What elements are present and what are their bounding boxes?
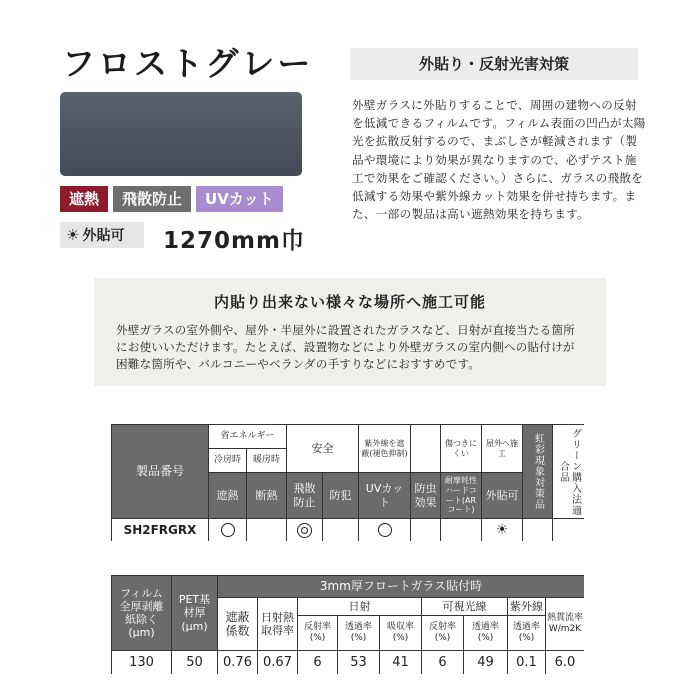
solar-header: 日射 [298, 598, 422, 616]
row-outdoor [482, 519, 523, 541]
green-header [553, 425, 584, 519]
val-solar-absorb: 41 [380, 651, 422, 674]
col-hardcoat: 耐摩耗性ハードコート(ARコート) [441, 473, 482, 519]
uv-group-header: 紫外線を遮蔽(褪色抑制) [359, 425, 411, 473]
color-swatch [60, 92, 302, 176]
solar-absorb-header: 吸収率(%) [380, 616, 422, 651]
heating-header: 暖房時 [247, 449, 287, 473]
val-solar-transmit: 53 [338, 651, 380, 674]
row-insect [411, 519, 441, 541]
col-outdoor: 外貼可 [482, 473, 523, 519]
visible-reflect-header: 反射率(%) [422, 616, 464, 651]
product-no-header: 製品番号 [112, 425, 209, 519]
val-visible-transmit: 49 [464, 651, 508, 674]
solar-gain-header: 日射熱取得率 [258, 598, 298, 651]
safety-header: 安全 [287, 425, 359, 473]
product-title: フロストグレー [62, 44, 314, 83]
uv-transmit-header: 透過率(%) [508, 616, 546, 651]
col-uv: UVカット [359, 473, 411, 519]
visible-header: 可視光線 [422, 598, 508, 616]
double-circle-mark-icon [297, 523, 312, 538]
row-green [553, 519, 584, 541]
row-product-no: SH2FRGRX [112, 519, 209, 541]
row-crime [323, 519, 359, 541]
section-heading: 外貼り・反射光害対策 [350, 48, 638, 80]
thickness-header: フィルム全厚剥離紙除く(μm) [112, 576, 172, 651]
row-insulation [247, 519, 287, 541]
badge-heat: 遮熱 [60, 186, 108, 212]
info-heading: 内貼り出来ない様々な場所へ施工可能 [213, 293, 486, 311]
sun-icon: ☀ [495, 521, 509, 538]
energy-header: 省エネルギー [209, 425, 287, 449]
feature-badges [60, 186, 283, 212]
col-shatter: 飛散防止 [287, 473, 323, 519]
val-solar-reflect: 6 [298, 651, 338, 674]
val-uv-transmit: 0.1 [508, 651, 546, 674]
col-insect: 防虫効果 [411, 473, 441, 519]
col-crime: 防犯 [323, 473, 359, 519]
sun-icon: ☀ [66, 225, 80, 244]
row-uv [359, 519, 411, 541]
circle-mark-icon [221, 523, 235, 537]
outside-chip [60, 222, 144, 248]
blank-header [411, 425, 441, 473]
solar-transmit-header: 透過率(%) [338, 616, 380, 651]
outdoor-group-header: 屋外へ施工 [482, 425, 523, 473]
glass-header: 3mm厚フロートガラス貼付時 [218, 576, 584, 598]
circle-mark-icon [378, 523, 392, 537]
badge-shatter: 飛散防止 [113, 186, 191, 212]
shading-header: 遮蔽係数 [218, 598, 258, 651]
section-body: 外壁ガラスに外貼りすることで、周囲の建物への反射を低減できるフィルムです。フィルム表面の凹凸が太陽光を拡散反射するので、まぶしさが軽減されます（製品や環境により効果が異なりますので、必ずテスト施工で効果をご確認ください。）さらに、ガラスの飛散を低減する効果や紫外線カット効果を併せ持ちます。また、一部の製品は高い遮熱効果を持ちます。 [352, 98, 646, 222]
visible-transmit-header: 透過率(%) [464, 616, 508, 651]
pet-header: PET基材厚(μm) [172, 576, 218, 651]
film-width: 1270mm巾 [163, 228, 305, 254]
feature-table [111, 424, 584, 541]
scratch-header: 傷つきにくい [441, 425, 482, 473]
info-body: 外壁ガラスの室外側や、屋外・半屋外に設置されたガラスなど、日射が直接当たる箇所にお使いいただけます。たとえば、設置物などにより外壁ガラスの室内側への貼付けが困難な箇所や、バルコニーやベランダの手すりなどにおすすめです。 [116, 323, 576, 371]
col-insulation: 断熱 [247, 473, 287, 519]
val-u-value: 6.0 [546, 651, 584, 674]
val-thickness: 130 [112, 651, 172, 674]
val-pet: 50 [172, 651, 218, 674]
uv-header: 紫外線 [508, 598, 546, 616]
rainbow-header [523, 425, 553, 519]
green-label: グリーン購入法適合品 [557, 427, 581, 516]
solar-reflect-header: 反射率(%) [298, 616, 338, 651]
val-solar-gain: 0.67 [258, 651, 298, 674]
col-heat: 遮熱 [209, 473, 247, 519]
badge-uv: UVカット [196, 186, 283, 212]
val-visible-reflect: 6 [422, 651, 464, 674]
spec-table [111, 575, 584, 674]
outside-label: 外貼可 [82, 228, 125, 244]
row-hardcoat [441, 519, 482, 541]
row-rainbow [523, 519, 553, 541]
cooling-header: 冷房時 [209, 449, 247, 473]
row-heat [209, 519, 247, 541]
info-box [94, 278, 606, 386]
rainbow-label: 虹彩現象対策品 [532, 433, 544, 510]
u-value-header: 熱貫流率W/m2K [546, 598, 584, 651]
row-shatter [287, 519, 323, 541]
val-shading: 0.76 [218, 651, 258, 674]
